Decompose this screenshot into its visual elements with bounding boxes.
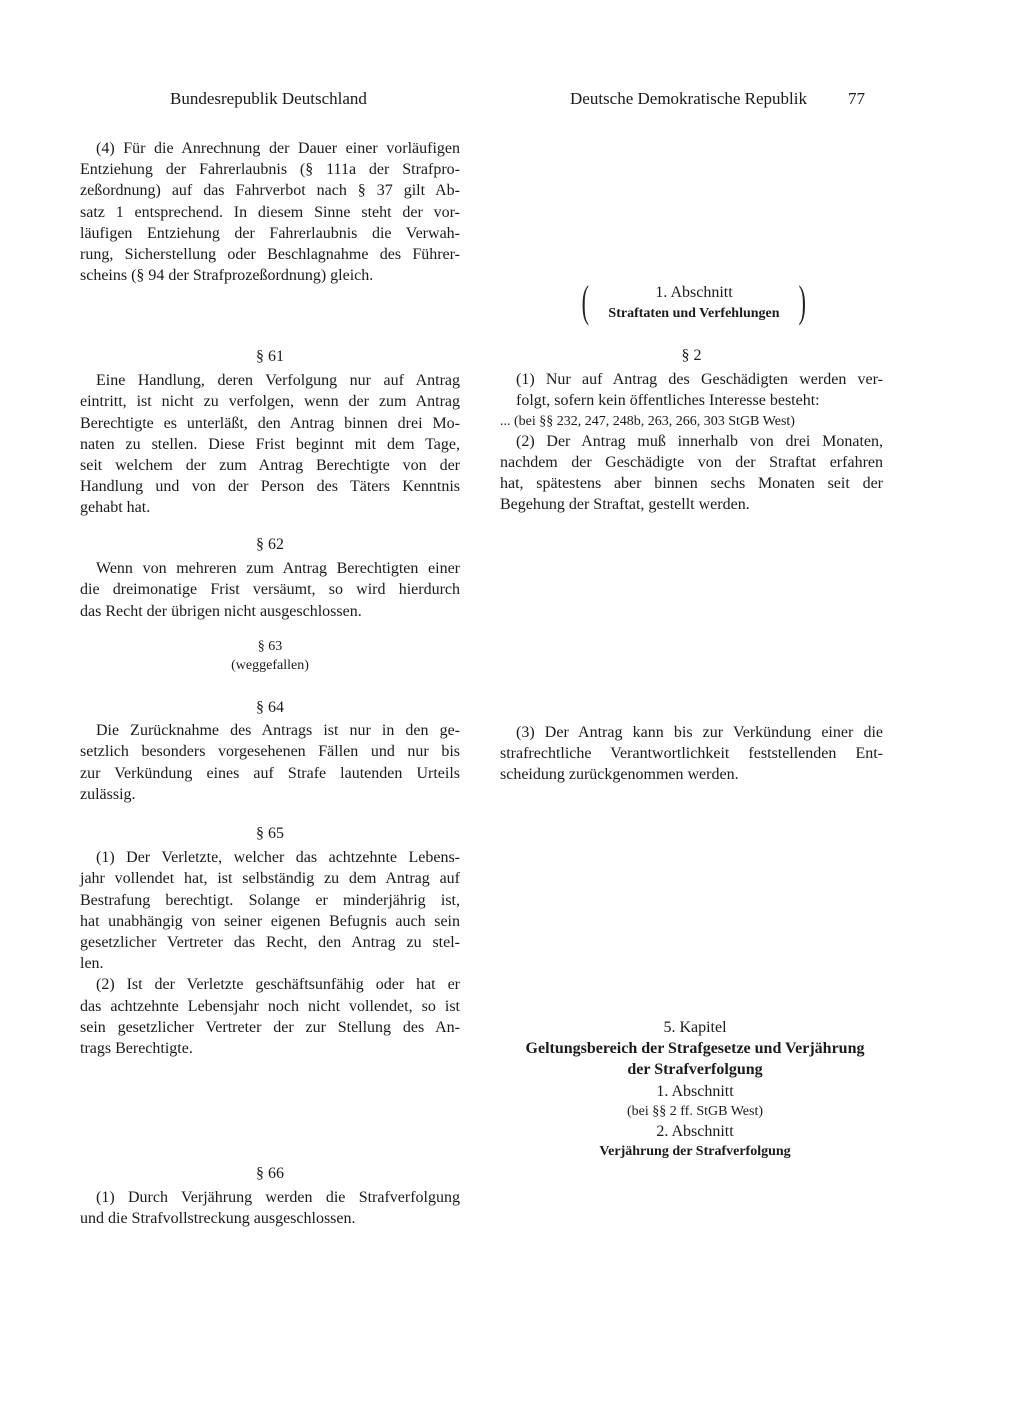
text-line: (1) Der Verletzte, welcher das achtzehnte Lebens- [96, 849, 460, 867]
text-line: seit welchem der zum Antrag Berechtigte von der [80, 457, 460, 475]
text-line: (1) Durch Verjährung werden die Strafverfolgung [96, 1189, 460, 1207]
text-line: Eine Handlung, deren Verfolgung nur auf Antrag [96, 372, 460, 390]
text-line: satz 1 entsprechend. In diesem Sinne steht der vor- [80, 203, 460, 221]
text-line: Begehung der Straftat, gestellt werden. [500, 496, 750, 514]
text-line: zulässig. [80, 785, 136, 803]
text-line: hat, spätestens aber binnen sechs Monaten seit der [500, 475, 883, 493]
text-line: (2) Ist der Verletzte geschäftsunfähig oder hat er [96, 976, 460, 994]
text-line: das achtzehnte Lebensjahr noch nicht vollendet, so ist [80, 997, 460, 1015]
section-63 [80, 637, 460, 675]
text-line: Entziehung der Fahrerlaubnis (§ 111a der Strafpro- [80, 161, 460, 179]
text-line: die dreimonatige Frist versäumt, so wird hierdurch [80, 581, 460, 599]
text-line: scheins (§ 94 der Strafprozeßordnung) gleich. [80, 267, 374, 285]
text-line: ... (bei §§ 232, 247, 248b, 263, 266, 303 StGB West) [500, 413, 795, 429]
header-right-title: Deutsche Demokratische Republik [570, 89, 807, 108]
text-line: Wenn von mehreren zum Antrag Berechtigten einer [96, 560, 460, 578]
section-61 [80, 346, 460, 519]
text-line: scheidung zurückgenommen werden. [500, 766, 739, 784]
text-line: hat unabhängig von seiner eigenen Befugnis auch sein [80, 912, 460, 930]
text-line: folgt, sofern kein öffentliches Interesse besteht: [516, 392, 820, 410]
abschnitt-heading-bracketed [578, 277, 810, 330]
text-line: eintritt, ist nicht zu verfolgen, wenn der zum Antrag [80, 393, 460, 411]
section-heading: § 63 [257, 639, 283, 654]
text-line: und die Strafvollstreckung ausgeschlossen. [80, 1210, 356, 1228]
header-left-title: Bundesrepublik Deutschland [170, 89, 367, 108]
text-line: naten zu stellen. Diese Frist beginnt mit dem Tage, [80, 435, 460, 453]
text-line: (3) Der Antrag kann bis zur Verkündung einer die [516, 724, 883, 741]
section-2 [500, 345, 883, 515]
text-line: (2) Der Antrag muß innerhalb von drei Monaten, [516, 432, 883, 450]
text-line: zeßordnung) auf das Fahrverbot nach § 37 gilt Ab- [80, 182, 460, 200]
section-heading: § 66 [256, 1165, 284, 1182]
abschnitt-title: 1. Abschnitt [656, 1082, 734, 1100]
text-line: zur Verkündung eines auf Strafe lautenden Urteils [80, 764, 460, 782]
section-note: (weggefallen) [231, 658, 309, 673]
text-line: gesetzlicher Vertreter das Recht, den Antrag zu stel- [80, 934, 460, 952]
right-parenthesis: ) [799, 277, 807, 326]
left-parenthesis: ( [581, 277, 589, 326]
text-line: Handlung und von der Person des Täters Kenntnis [80, 478, 460, 496]
section-64 [80, 697, 460, 805]
kapitel-subtitle: der Strafverfolgung [627, 1061, 763, 1079]
text-line: gehabt hat. [80, 499, 151, 517]
text-line: sein gesetzlicher Vertreter der zur Stellung des An- [80, 1018, 460, 1036]
text-line: nachdem der Geschädigte von der Straftat erfahren [500, 453, 883, 471]
section-62 [80, 534, 460, 622]
text-line: (1) Nur auf Antrag des Geschädigten werden ver- [516, 371, 883, 389]
text-line: setzlich besonders vorgesehenen Fällen und nur bis [80, 743, 460, 761]
text-line: trags Berechtigte. [80, 1040, 193, 1058]
text-line: läufigen Entziehung der Fahrerlaubnis die Verwah- [80, 224, 460, 242]
text-line: das Recht der übrigen nicht ausgeschlossen. [80, 602, 362, 620]
section-heading: § 2 [681, 347, 702, 364]
section-heading: § 64 [256, 699, 284, 716]
text-line: rung, Sicherstellung oder Beschlagnahme des Führer- [80, 246, 460, 264]
kapitel-5-heading [490, 1017, 900, 1161]
page-number: 77 [848, 89, 865, 108]
text-line: Bestrafung berechtigt. Solange er minderjährig ist, [80, 891, 460, 909]
text-line: Berechtigte es unterläßt, den Antrag binnen drei Mo- [80, 414, 460, 432]
text-line: Die Zurücknahme des Antrags ist nur in den ge- [96, 722, 460, 740]
section-heading: § 62 [256, 536, 284, 553]
abschnitt-subtitle: Verjährung der Strafverfolgung [599, 1144, 791, 1160]
section-66 [80, 1163, 460, 1230]
abschnitt-title: 2. Abschnitt [656, 1122, 734, 1140]
kapitel-subtitle: Geltungsbereich der Strafgesetze und Verjährung [525, 1040, 865, 1058]
text-line: jahr vollendet hat, ist selbständig zu dem Antrag auf [80, 870, 460, 888]
text-line: len. [80, 955, 104, 973]
abschnitt-subtitle: Straftaten und Verfehlungen [608, 306, 780, 321]
kapitel-title: 5. Kapitel [663, 1019, 727, 1036]
paragraph-59-4 [80, 138, 460, 286]
section-heading: § 65 [256, 825, 284, 842]
section-2-3 [500, 722, 883, 786]
abschnitt-title: 1. Abschnitt [655, 284, 733, 301]
section-65 [80, 823, 460, 1059]
text-line: (4) Für die Anrechnung der Dauer einer vorläufigen [96, 140, 460, 157]
section-heading: § 61 [256, 348, 284, 365]
text-line: strafrechtliche Verantwortlichkeit feststellenden Ent- [500, 745, 883, 763]
abschnitt-reference: (bei §§ 2 ff. StGB West) [626, 1103, 763, 1119]
